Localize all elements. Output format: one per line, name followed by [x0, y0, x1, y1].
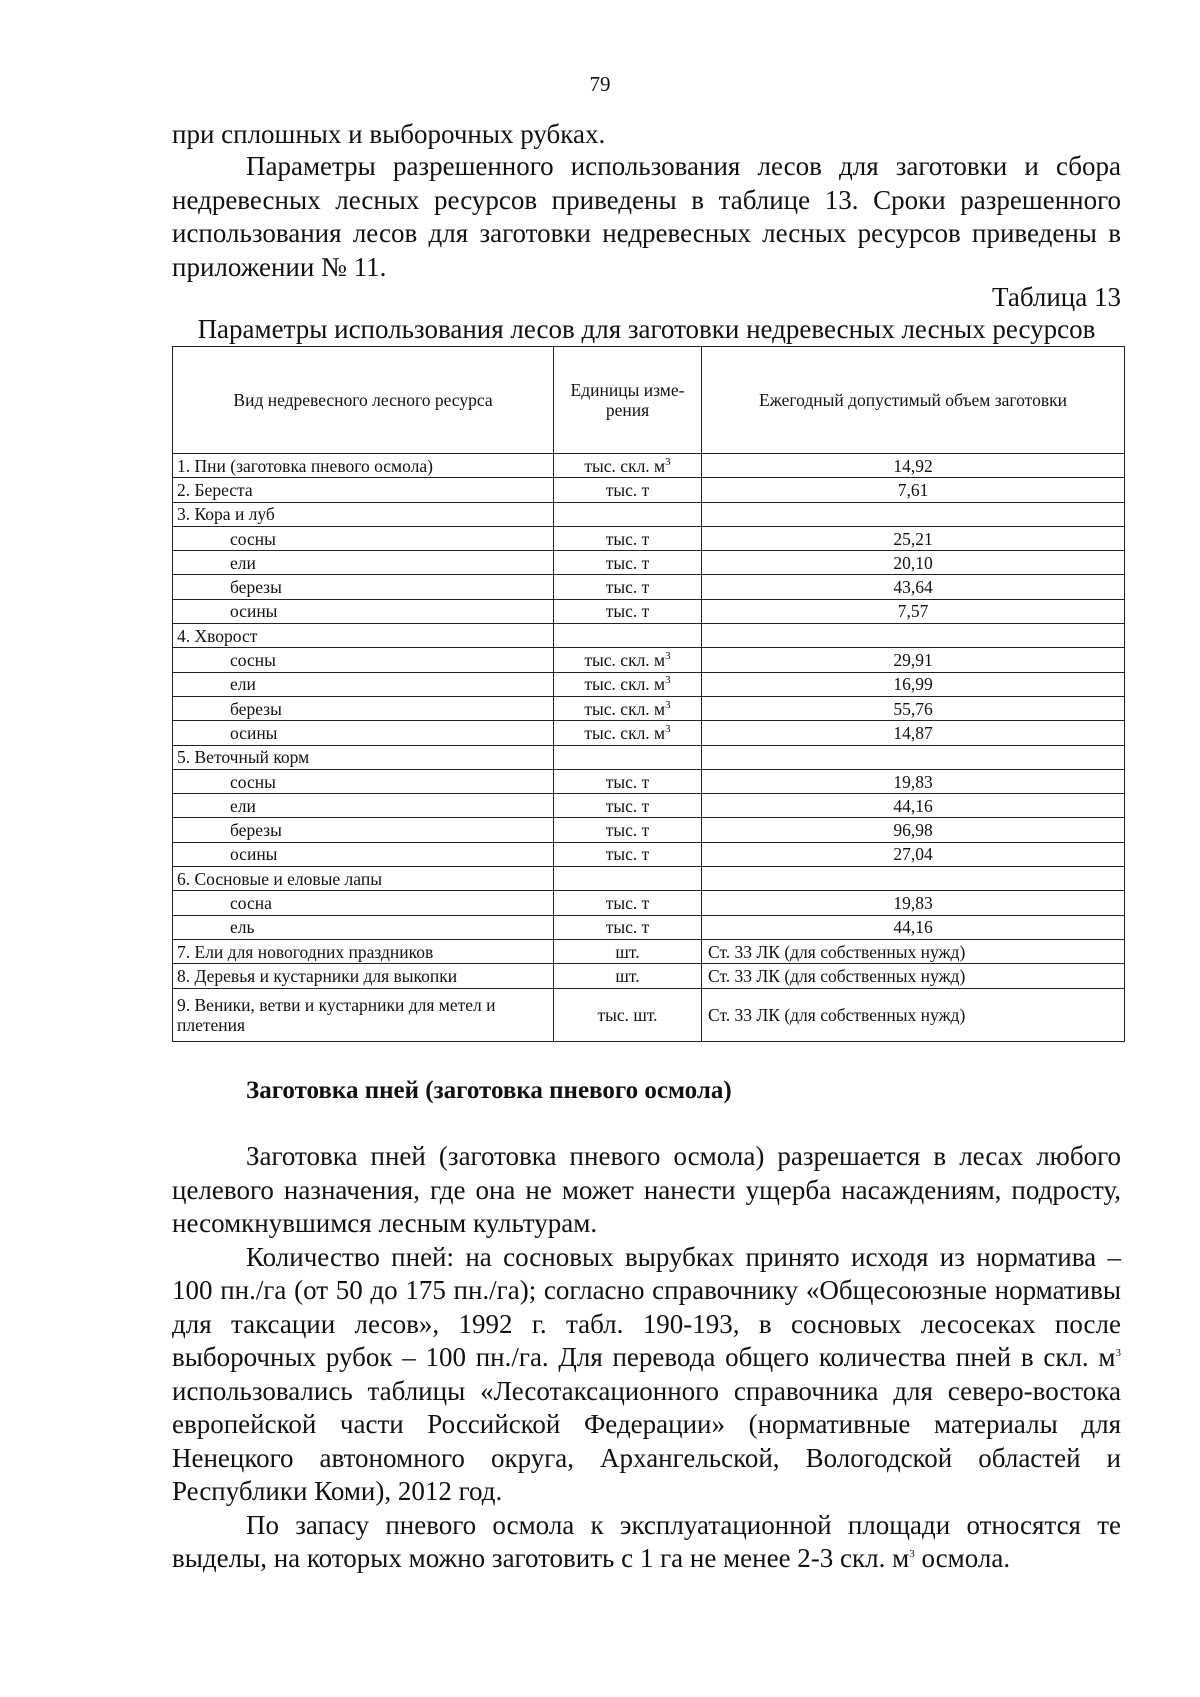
p2-text-a: Количество пней: на сосновых вырубках принято исходя из норматива – 100 пн./га (от 50 до 175 пн./га); согласно справочнику «Общесоюзные нормативы для таксации лесов», 1992 г. табл. 190-193, в сосновых лесосеках после выборочных рубок – 100 пн./га. Для перевода общего количества пней в скл. м [172, 1241, 1121, 1372]
cell-unit [554, 891, 702, 915]
unit-text: тыс. шт. [597, 1004, 658, 1025]
cell-unit [554, 769, 702, 793]
cell-unit [554, 939, 702, 963]
table-row [173, 599, 1125, 623]
table-title: Параметры использования лесов для заготовки недревесных лесных ресурсов [197, 314, 1096, 344]
cell-volume [702, 502, 1125, 526]
cell-unit [554, 648, 702, 672]
table-row [173, 988, 1125, 1041]
page-number: 79 [589, 72, 611, 96]
cell-volume: 43,64 [702, 575, 1125, 599]
unit-superscript: 3 [665, 723, 671, 736]
header-volume: Ежегодный допустимый объем заготовки [702, 347, 1125, 454]
table-body [173, 454, 1125, 1042]
table-row [173, 794, 1125, 818]
cell-resource: 2. Береста [173, 478, 554, 502]
unit-text: тыс. т [605, 771, 650, 792]
p3-text-a: По запасу пневого осмола к эксплуатационной площади относятся те выделы, на которых можно заготовить с 1 га не менее 2-3 скл. м [172, 1509, 1121, 1573]
header-unit: Единицы изме-рения [554, 347, 702, 454]
cell-unit [554, 599, 702, 623]
unit-text: тыс. т [605, 601, 650, 622]
table-row [173, 478, 1125, 502]
cell-unit [554, 964, 702, 988]
p2-superscript: 3 [1115, 1347, 1121, 1359]
intro-first-line [172, 118, 1121, 152]
table-row [173, 818, 1125, 842]
cell-resource: ели [173, 794, 554, 818]
table-row [173, 867, 1125, 891]
cell-unit [554, 988, 702, 1041]
unit-text: тыс. т [605, 552, 650, 573]
cell-unit [554, 672, 702, 696]
cell-volume: 29,91 [702, 648, 1125, 672]
cell-volume: 19,83 [702, 891, 1125, 915]
table-row [173, 891, 1125, 915]
section-paragraph-2 [172, 1241, 1121, 1509]
cell-unit [554, 696, 702, 720]
unit-text: тыс. т [605, 479, 650, 500]
cell-unit [554, 915, 702, 939]
unit-text: тыс. т [605, 844, 650, 865]
table-row [173, 454, 1125, 478]
section-body [172, 1140, 1121, 1576]
cell-resource: 8. Деревья и кустарники для выкопки [173, 964, 554, 988]
p3-superscript: 3 [909, 1548, 915, 1560]
table-row [173, 964, 1125, 988]
intro-paragraph-block [172, 150, 1121, 284]
cell-volume: 55,76 [702, 696, 1125, 720]
cell-volume: 96,98 [702, 818, 1125, 842]
cell-resource: березы [173, 818, 554, 842]
cell-resource: 1. Пни (заготовка пневого осмола) [173, 454, 554, 478]
cell-resource: 9. Веники, ветви и кустарники для метел и плетения [173, 988, 554, 1041]
cell-volume: 27,04 [702, 842, 1125, 866]
cell-resource: 6. Сосновые и еловые лапы [173, 867, 554, 891]
table-row [173, 648, 1125, 672]
unit-text: тыс. т [605, 820, 650, 841]
unit-text: тыс. скл. м [584, 674, 666, 695]
cell-unit [554, 575, 702, 599]
cell-resource: ель [173, 915, 554, 939]
resources-table [172, 346, 1125, 1042]
p3-text-b: осмола. [914, 1543, 1011, 1573]
cell-volume: 7,57 [702, 599, 1125, 623]
table-header-row [173, 347, 1125, 454]
table-row [173, 672, 1125, 696]
table-row [173, 502, 1125, 526]
cell-volume [702, 624, 1125, 648]
intro-paragraph: Параметры разрешенного использования лесов для заготовки и сбора недревесных лесных ресурсов приведены в таблице 13. Сроки разрешенного использования лесов для заготовки недревесных лесных ресурсов приведены в приложении № 11. [172, 151, 1121, 282]
cell-unit [554, 551, 702, 575]
table-row [173, 551, 1125, 575]
table-row [173, 696, 1125, 720]
cell-resource: березы [173, 575, 554, 599]
section-heading: Заготовка пней (заготовка пневого осмола) [246, 1077, 732, 1104]
section-paragraph-3 [172, 1509, 1121, 1576]
unit-text: тыс. скл. м [584, 650, 666, 671]
unit-text: тыс. т [605, 577, 650, 598]
unit-superscript: 3 [665, 455, 671, 468]
cell-volume: 14,87 [702, 721, 1125, 745]
cell-volume: Ст. 33 ЛК (для собственных нужд) [702, 964, 1125, 988]
cell-volume: 44,16 [702, 915, 1125, 939]
table-row [173, 939, 1125, 963]
cell-unit [554, 745, 702, 769]
unit-text: тыс. скл. м [584, 455, 666, 476]
cell-resource: ели [173, 672, 554, 696]
cell-volume: 16,99 [702, 672, 1125, 696]
cell-resource: березы [173, 696, 554, 720]
cell-resource: сосны [173, 648, 554, 672]
unit-text: тыс. скл. м [584, 698, 666, 719]
cell-volume: 7,61 [702, 478, 1125, 502]
cell-resource: сосны [173, 526, 554, 550]
table-number: Таблица 13 [992, 282, 1121, 312]
table-row [173, 526, 1125, 550]
cell-resource: осины [173, 599, 554, 623]
unit-text: тыс. скл. м [584, 722, 666, 743]
cell-resource: 7. Ели для новогодних праздников [173, 939, 554, 963]
table-row [173, 745, 1125, 769]
cell-volume: 25,21 [702, 526, 1125, 550]
table-row [173, 842, 1125, 866]
cell-resource: сосна [173, 891, 554, 915]
cell-volume [702, 867, 1125, 891]
unit-text: шт. [615, 965, 640, 986]
p2-text-b: использовались таблицы «Лесотаксационного справочника для северо-востока европейской части Российской Федерации» (нормативные материалы для Ненецкого автономного округа, Архангельской, Вологодской областей и Республики Коми), 2012 год. [172, 1375, 1121, 1506]
cell-unit [554, 478, 702, 502]
cell-unit [554, 624, 702, 648]
unit-superscript: 3 [665, 650, 671, 663]
cell-unit [554, 867, 702, 891]
cell-unit [554, 454, 702, 478]
unit-superscript: 3 [665, 698, 671, 711]
table-row [173, 575, 1125, 599]
cell-unit [554, 721, 702, 745]
cell-volume: 44,16 [702, 794, 1125, 818]
section-paragraph-1: Заготовка пней (заготовка пневого осмола) разрешается в лесах любого целевого назначения, где она не может нанести ущерба насаждениям, подросту, несомкнувшимся лесным культурам. [172, 1141, 1121, 1238]
table-row [173, 769, 1125, 793]
intro-line: при сплошных и выборочных рубках. [172, 119, 606, 149]
header-resource: Вид недревесного лесного ресурса [173, 347, 554, 454]
cell-resource: ели [173, 551, 554, 575]
cell-unit [554, 818, 702, 842]
unit-text: тыс. т [605, 795, 650, 816]
table-row [173, 915, 1125, 939]
table-row [173, 624, 1125, 648]
cell-unit [554, 794, 702, 818]
unit-text: тыс. т [605, 528, 650, 549]
cell-unit [554, 502, 702, 526]
cell-resource: осины [173, 842, 554, 866]
cell-resource: 3. Кора и луб [173, 502, 554, 526]
cell-resource: осины [173, 721, 554, 745]
cell-unit [554, 526, 702, 550]
unit-text: тыс. т [605, 917, 650, 938]
cell-volume: 19,83 [702, 769, 1125, 793]
cell-volume: 14,92 [702, 454, 1125, 478]
cell-volume: 20,10 [702, 551, 1125, 575]
cell-resource: сосны [173, 769, 554, 793]
cell-resource: 4. Хворост [173, 624, 554, 648]
cell-unit [554, 842, 702, 866]
cell-volume [702, 745, 1125, 769]
cell-resource: 5. Веточный корм [173, 745, 554, 769]
unit-superscript: 3 [665, 674, 671, 687]
cell-volume: Ст. 33 ЛК (для собственных нужд) [702, 939, 1125, 963]
unit-text: тыс. т [605, 892, 650, 913]
table-row [173, 721, 1125, 745]
cell-volume: Ст. 33 ЛК (для собственных нужд) [702, 988, 1125, 1041]
unit-text: шт. [615, 941, 640, 962]
